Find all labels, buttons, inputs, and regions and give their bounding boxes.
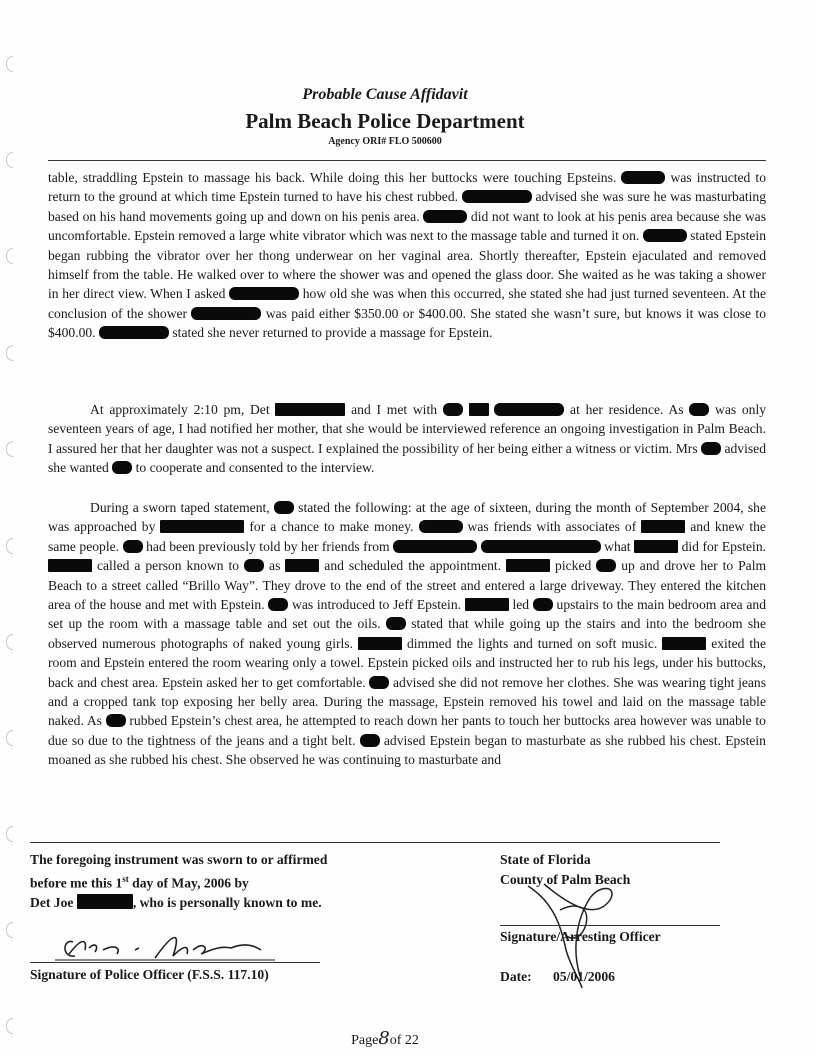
body-text: for a chance to make money. bbox=[249, 519, 414, 535]
date-value: 05/01/2006 bbox=[553, 969, 615, 984]
redaction-mark bbox=[533, 598, 553, 611]
redaction-mark bbox=[112, 461, 132, 474]
punch-hole-mark bbox=[6, 826, 13, 842]
redaction-mark bbox=[99, 326, 169, 339]
punch-hole-mark bbox=[6, 634, 13, 650]
body-text: did not want to look at his penis area because she was uncomfortable. Epstein removed a large white vibrator which was next to the massage table and turned it on. bbox=[48, 208, 767, 244]
redaction-mark bbox=[106, 714, 126, 727]
redaction-mark bbox=[662, 637, 706, 650]
redaction-mark bbox=[48, 559, 92, 572]
narrative-paragraph-3 bbox=[48, 498, 766, 770]
redaction-mark bbox=[481, 540, 601, 553]
body-text: to cooperate and consented to the interview. bbox=[135, 460, 375, 476]
police-officer-signature bbox=[55, 920, 285, 966]
punch-hole-mark bbox=[6, 152, 13, 168]
venue-state: State of Florida bbox=[500, 852, 591, 867]
body-text: exited the room and Epstein entered the room wearing only a towel. Epstein picked oils and instructed her to rub his legs, under his buttocks, back and chest area. Epstein asked her to get comfortable. bbox=[48, 635, 766, 690]
redaction-mark bbox=[494, 403, 564, 416]
body-text: how old she was when this occurred, she stated she had just turned seventeen. At the conclusion of the shower bbox=[48, 286, 766, 321]
jurat-text: Det Joe bbox=[30, 894, 74, 910]
punch-hole-mark bbox=[6, 922, 13, 938]
arresting-signature-caption: Signature/Arresting Officer bbox=[500, 929, 661, 944]
body-text: and knew the same people. bbox=[48, 519, 766, 554]
redaction-mark bbox=[386, 617, 406, 630]
jurat-text: day of May, 2006 by bbox=[128, 875, 249, 891]
redaction-mark bbox=[423, 210, 467, 223]
redaction-mark bbox=[621, 171, 665, 184]
jurat-line bbox=[30, 893, 450, 913]
body-text: At approximately 2:10 pm, Det bbox=[90, 402, 270, 417]
jurat-line: The foregoing instrument was sworn to or affirmed bbox=[30, 852, 328, 867]
redaction-mark bbox=[419, 520, 463, 533]
redaction-mark bbox=[462, 190, 532, 203]
body-text: and I met with bbox=[351, 402, 438, 417]
jurat-line bbox=[30, 870, 450, 893]
header-divider bbox=[48, 160, 766, 161]
redaction-mark bbox=[701, 442, 721, 455]
redaction-mark bbox=[689, 403, 709, 416]
body-text: had been previously told by her friends from bbox=[146, 538, 390, 554]
body-text: called a person known to bbox=[96, 558, 240, 574]
body-text: up and drove her to Palm Beach to a street called “Brillo Way”. They drove to the end of the street and entered a large driveway. They entered the kitchen area of the house and met with Epstein. bbox=[48, 558, 767, 613]
redaction-mark bbox=[641, 520, 685, 533]
body-text: stated the following: at the age of sixteen, during the month of September 2004, she was approached by bbox=[48, 500, 767, 535]
body-text: was friends with associates of bbox=[467, 519, 637, 535]
body-text: During a sworn taped statement, bbox=[90, 500, 270, 515]
redaction-mark bbox=[393, 540, 477, 553]
redaction-mark bbox=[369, 676, 389, 689]
jurat-text: , who is personally known to me. bbox=[132, 894, 322, 910]
jurat-text: before me this 1 bbox=[30, 875, 123, 891]
jurat-ordinal: st bbox=[122, 873, 129, 884]
page-number bbox=[0, 1028, 770, 1049]
punch-hole-mark bbox=[6, 538, 13, 554]
body-text: led bbox=[512, 597, 530, 613]
body-text: advised Epstein began to masturbate as she rubbed his chest. Epstein moaned as she rubbed his chest. She observed he was continuing to masturbate and bbox=[48, 732, 766, 768]
redaction-mark bbox=[358, 637, 402, 650]
body-text: was paid either $350.00 or $400.00. She stated she wasn’t sure, but knows it was close to $400.00. bbox=[48, 305, 766, 341]
redaction-mark bbox=[244, 559, 264, 572]
punch-hole-mark bbox=[6, 248, 13, 264]
redaction-mark bbox=[191, 307, 261, 320]
body-text: advised she wanted bbox=[48, 440, 766, 476]
page-label: Page bbox=[351, 1033, 379, 1048]
redaction-mark bbox=[123, 540, 143, 553]
redaction-mark bbox=[160, 520, 244, 533]
body-text: did for Epstein. bbox=[681, 538, 767, 554]
narrative-paragraph-1 bbox=[48, 168, 766, 343]
body-text: was introduced to Jeff Epstein. bbox=[292, 597, 462, 613]
redaction-mark bbox=[229, 287, 299, 300]
redaction-mark bbox=[274, 501, 294, 514]
signature-section-divider bbox=[30, 842, 720, 843]
body-text: was only seventeen years of age, I had notified her mother, that she would be interviewed reference an ongoing investigation in Palm Beach. I assured her that her daughter was not a suspect. I explained the possibility of her being either a witness or victim. Mrs bbox=[48, 402, 767, 456]
page-current: 8 bbox=[378, 1028, 390, 1049]
redaction-mark bbox=[643, 229, 687, 242]
punch-hole-mark bbox=[6, 730, 13, 746]
redaction-mark bbox=[465, 598, 509, 611]
redaction-mark bbox=[275, 403, 345, 416]
body-text: stated that while going up the stairs and into the bedroom she observed numerous photographs of naked young girls. bbox=[48, 616, 766, 651]
redaction-mark bbox=[77, 894, 133, 909]
officer-signature-line bbox=[30, 962, 320, 963]
redaction-mark bbox=[268, 598, 288, 611]
officer-signature-caption: Signature of Police Officer (F.S.S. 117.10) bbox=[30, 967, 269, 982]
body-text: at her residence. As bbox=[570, 402, 684, 417]
punch-hole-mark bbox=[6, 441, 13, 457]
department-name: Palm Beach Police Department bbox=[245, 109, 525, 133]
jurat-statement bbox=[30, 850, 450, 912]
redaction-mark bbox=[469, 403, 489, 416]
body-text: picked bbox=[555, 558, 592, 574]
body-text: and scheduled the appointment. bbox=[324, 558, 502, 574]
venue-county: County of Palm Beach bbox=[500, 871, 631, 887]
redaction-mark bbox=[596, 559, 616, 572]
punch-hole-mark bbox=[6, 345, 13, 361]
date-label: Date: bbox=[500, 969, 532, 984]
body-text: rubbed Epstein’s chest area, he attempted to reach down her pants to touch her buttocks area however was unable to due so due to the tightness of the jeans and a tight belt. bbox=[48, 713, 766, 748]
body-text: advised she was sure he was masturbating based on his hand movements going up and down on his penis area. bbox=[48, 189, 766, 224]
affidavit-title: Probable Cause Affidavit bbox=[302, 86, 468, 103]
arresting-signature-line bbox=[500, 925, 720, 926]
punch-hole-mark bbox=[6, 56, 13, 72]
page-total: of 22 bbox=[389, 1033, 419, 1048]
body-text: upstairs to the main bedroom area and set up the room with a massage table and set out the oils. bbox=[48, 597, 766, 632]
body-text: table, straddling Epstein to massage his back. While doing this her buttocks were touching Epsteins. bbox=[48, 170, 617, 185]
redaction-mark bbox=[360, 734, 380, 747]
agency-ori: Agency ORI# FLO 500600 bbox=[328, 136, 442, 147]
redaction-mark bbox=[443, 403, 463, 416]
body-text: dimmed the lights and turned on soft music. bbox=[406, 635, 658, 651]
body-text: stated she never returned to provide a massage for Epstein. bbox=[172, 325, 493, 341]
body-text: as bbox=[269, 558, 281, 574]
body-text: advised she did not remove her clothes. She was wearing tight jeans and a cropped tank top exposing her belly area. During the massage, Epstein removed his towel and laid on the massage table naked. As bbox=[48, 674, 766, 729]
body-text: what bbox=[604, 538, 631, 554]
redaction-mark bbox=[285, 559, 319, 572]
redaction-mark bbox=[506, 559, 550, 572]
narrative-paragraph-2 bbox=[48, 400, 766, 478]
redaction-mark bbox=[634, 540, 678, 553]
body-text: was instructed to return to the ground at which time Epstein turned to have his chest rubbed. bbox=[48, 170, 767, 205]
body-text: stated Epstein began rubbing the vibrator over her thong underwear on her vaginal area. Shortly thereafter, Epstein ejaculated and removed himself from the table. He walked over to where the shower was and opened the glass door. She waited as he was taking a shower in her direct view. When I asked bbox=[48, 228, 766, 302]
